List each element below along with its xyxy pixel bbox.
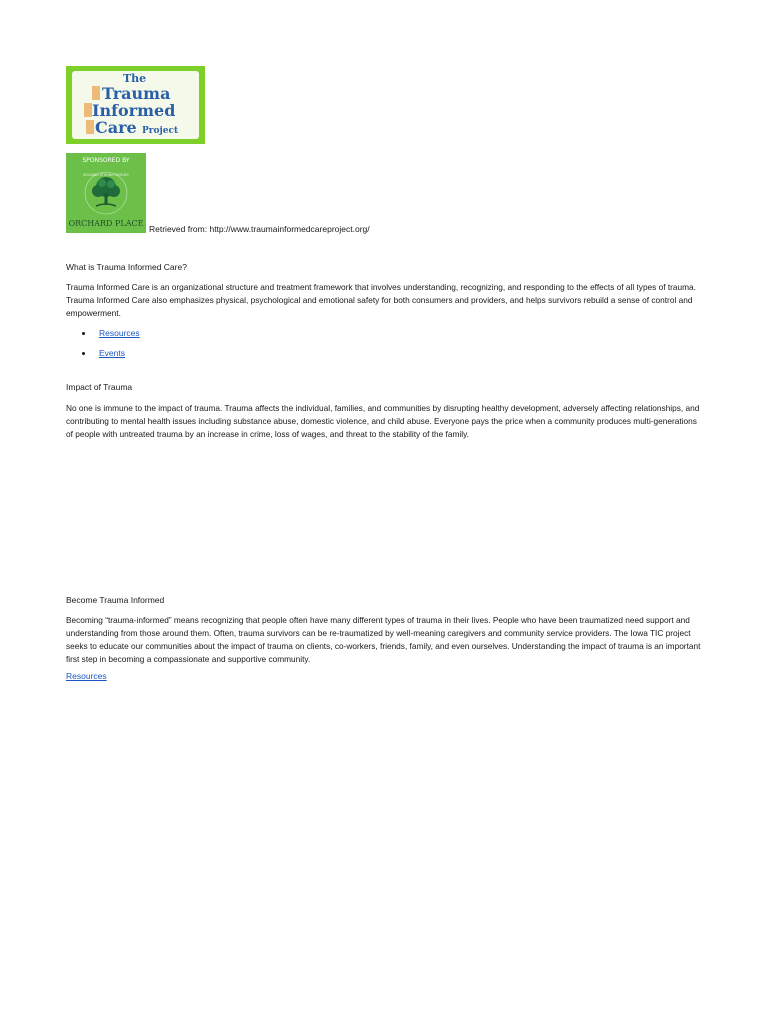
logo-text-informed: Informed bbox=[92, 101, 176, 120]
list-item bbox=[82, 348, 706, 368]
logo-text-the: The bbox=[123, 72, 147, 85]
logo-text-trauma: Trauma bbox=[102, 84, 171, 103]
logo-text-project: Project bbox=[142, 126, 179, 136]
logo-text-care: Care bbox=[95, 118, 137, 137]
tree-icon bbox=[92, 177, 120, 206]
become-heading: Become Trauma Informed bbox=[66, 595, 165, 605]
sponsor-row bbox=[66, 153, 706, 233]
what-is-tic-heading: What is Trauma Informed Care? bbox=[66, 262, 187, 272]
orchard-place-logo bbox=[66, 153, 146, 233]
document-page bbox=[66, 66, 706, 684]
impact-paragraph: No one is immune to the impact of trauma. Trauma affects the individual, families, and communities by disrupting healthy development, adversely affecting relationships, and contributing to mental health issues including substance abuse, domestic violence, and child abuse. Everyone pays the price when a community produces multi-generations of people with untreated trauma by an increase in crime, loss of wages, and threat to the stability of the family. bbox=[66, 403, 700, 439]
resources-link-bottom[interactable]: Resources bbox=[66, 671, 107, 681]
orchard-place-text: ORCHARD PLACE bbox=[68, 219, 144, 228]
events-link[interactable]: Events bbox=[99, 348, 125, 358]
retrieved-from-text: Retrieved from: http://www.traumainformedcareproject.org/ bbox=[149, 224, 370, 234]
what-is-tic-paragraph: Trauma Informed Care is an organizational structure and treatment framework that involves understanding, recognizing, and responding to the effects of all types of trauma. Trauma Informed Care also emphasizes physical, psychological and emotional safety for both consumers and providers, and helps survivors rebuild a sense of control and empowerment. bbox=[66, 282, 696, 318]
orchard-place-ring-text: BUILDING STRONG FAMILIES bbox=[83, 173, 129, 177]
links-list bbox=[66, 328, 706, 368]
trauma-informed-care-project-logo bbox=[66, 66, 205, 144]
sponsored-by-text: SPONSORED BY bbox=[82, 157, 130, 164]
list-item bbox=[82, 328, 706, 348]
impact-heading: Impact of Trauma bbox=[66, 382, 133, 392]
become-paragraph: Becoming “trauma-informed” means recognizing that people often have many different types of trauma in their lives. People who have been traumatized need support and understanding from those around them. Often, trauma survivors can be re-traumatized by well-meaning caregivers and community service providers. The Iowa TIC project seeks to educate our communities about the impact of trauma on clients, co-workers, friends, family, and even ourselves. Understanding the impact of trauma is an important first step in becoming a compassionate and supportive community. bbox=[66, 615, 701, 664]
resources-link[interactable]: Resources bbox=[99, 328, 140, 338]
